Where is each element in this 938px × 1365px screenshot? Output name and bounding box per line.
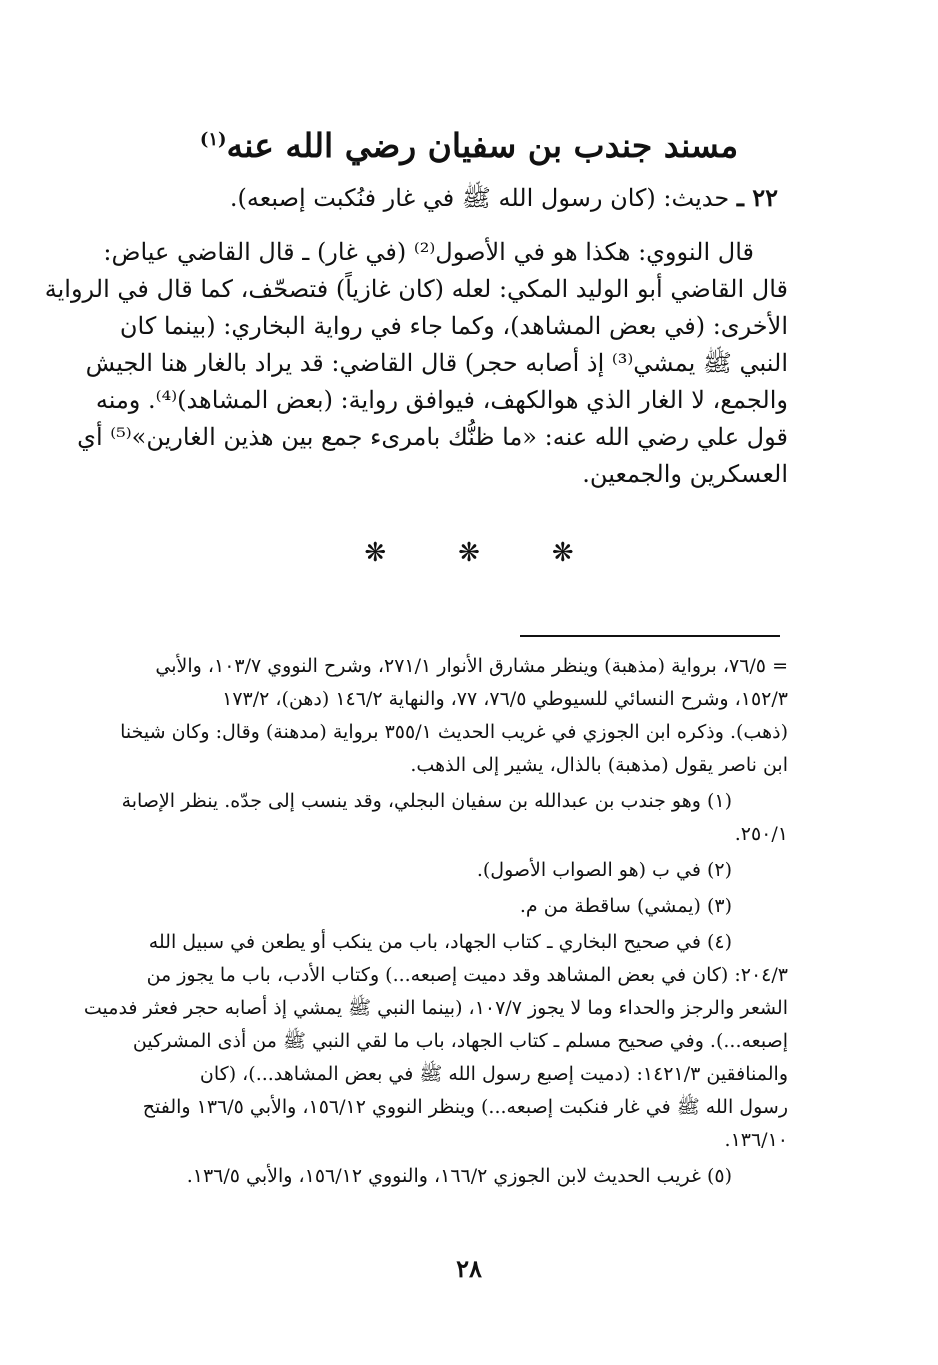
footnote-line: (٤) في صحيح البخاري ـ كتاب الجهاد، باب من ينكب أو يطعن في سبيل الله bbox=[148, 931, 732, 953]
commentary-paragraph bbox=[44, 234, 788, 493]
footnote-line: إصبعه...). وفي صحيح مسلم ـ كتاب الجهاد، باب ما لقي النبي ﷺ من أذى المشركين bbox=[132, 1030, 788, 1052]
footnote-line: ١٥٢/٣، وشرح النسائي للسيوطي ٧٦/٥، ٧٧، والنهاية ١٤٦/٢ (دهن)، ١٧٣/٢ bbox=[222, 688, 788, 710]
footnote-line: ١٣٦/١٠. bbox=[724, 1129, 788, 1151]
hadith-number: ٢٢ ـ bbox=[736, 183, 778, 212]
footnote-line: الشعر والرجز والحداء وما لا يجوز ١٠٧/٧، (بينما النبي ﷺ يمشي إذ أصابه حجر فعثر فدميت bbox=[83, 997, 788, 1019]
footnotes-section bbox=[80, 650, 788, 1196]
footnote-line: (١) وهو جندب بن عبدالله بن سفيان البجلي، وقد ينسب إلى جدّه. ينظر الإصابة bbox=[121, 790, 732, 812]
footnote-line: ابن ناصر يقول (مذهبة) بالذال، يشير إلى الذهب. bbox=[410, 754, 788, 776]
footnote-line: (ذهب). وذكره ابن الجوزي في غريب الحديث ٣٥٥/١ برواية (مدهنة) وقال: وكان شيخنا bbox=[120, 721, 788, 743]
commentary-line: قال القاضي أبو الوليد المكي: لعله (كان غازياً) فتصحّف، كما قال في الرواية bbox=[44, 275, 788, 303]
footnote-3 bbox=[80, 890, 788, 923]
footnote-line: (٣) (يمشي) ساقطة من م. bbox=[519, 895, 732, 917]
ornament-icon: ❋ bbox=[551, 538, 574, 568]
footnote-line: رسول الله ﷺ في غار فنكبت إصبعه...) وينظر النووي ١٥٦/١٢، والأبي ١٣٦/٥ والفتح bbox=[142, 1096, 788, 1118]
commentary-line: والجمع، لا الغار الذي هوالكهف، فيوافق رواية: (بعض المشاهد)⁽⁴⁾. ومنه bbox=[95, 386, 788, 414]
footnote-2 bbox=[80, 854, 788, 887]
footnote-4 bbox=[80, 926, 788, 1157]
footnote-line: ٢٠٤/٣: (كان في بعض المشاهد وقد دميت إصبعه...) وكتاب الأدب، باب ما يجوز من bbox=[146, 964, 788, 986]
ornament-icon: ❋ bbox=[364, 538, 387, 568]
hadith-text: حديث: (كان رسول الله ﷺ في غار فنُكبت إصبعه). bbox=[229, 184, 730, 212]
ornament-separator bbox=[0, 535, 938, 571]
heading-title: مسند جندب بن سفيان رضي الله عنه bbox=[226, 126, 739, 165]
footnote-divider bbox=[520, 635, 780, 637]
footnote-5 bbox=[80, 1160, 788, 1193]
heading-footnote-ref: (١) bbox=[199, 129, 227, 150]
footnote-line: (٢) في ب (هو الصواب الأصول). bbox=[476, 859, 732, 881]
section-heading bbox=[90, 118, 848, 168]
commentary-line: قال النووي: هكذا هو في الأصول⁽²⁾ (في غار) ـ قال القاضي عياض: bbox=[103, 238, 754, 266]
footnote-line: ٢٥٠/١. bbox=[734, 823, 788, 845]
footnote-line: والمنافقين ١٤٢١/٣: (دميت إصبع رسول الله ﷺ في بعض المشاهد...)، (كان bbox=[199, 1063, 788, 1085]
commentary-line: الأخرى: (في بعض المشاهد)، وكما جاء في رواية البخاري: (بينما كان bbox=[119, 312, 788, 340]
footnote-continuation bbox=[80, 650, 788, 782]
footnote-line: = ٧٦/٥، برواية (مذهبة) وينظر مشارق الأنوار ٢٧١/١، وشرح النووي ١٠٣/٧، والأبي bbox=[155, 655, 788, 677]
commentary-line: النبي ﷺ يمشي⁽³⁾ إذ أصابه حجر) قال القاضي: قد يراد بالغار هنا الجيش bbox=[85, 349, 788, 377]
ornament-icon: ❋ bbox=[458, 538, 480, 568]
commentary-line: قول علي رضي الله عنه: «ما ظنُّك بامرىء جمع بين هذين الغارين»⁽⁵⁾ أي bbox=[77, 423, 788, 451]
footnote-1 bbox=[80, 785, 788, 851]
hadith-entry bbox=[178, 180, 778, 216]
footnote-line: (٥) غريب الحديث لابن الجوزي ١٦٦/٢، والنووي ١٥٦/١٢، والأبي ١٣٦/٥. bbox=[186, 1165, 732, 1187]
commentary-line: العسكرين والجمعين. bbox=[582, 460, 788, 488]
page-number: ٢٨ bbox=[456, 1254, 482, 1283]
